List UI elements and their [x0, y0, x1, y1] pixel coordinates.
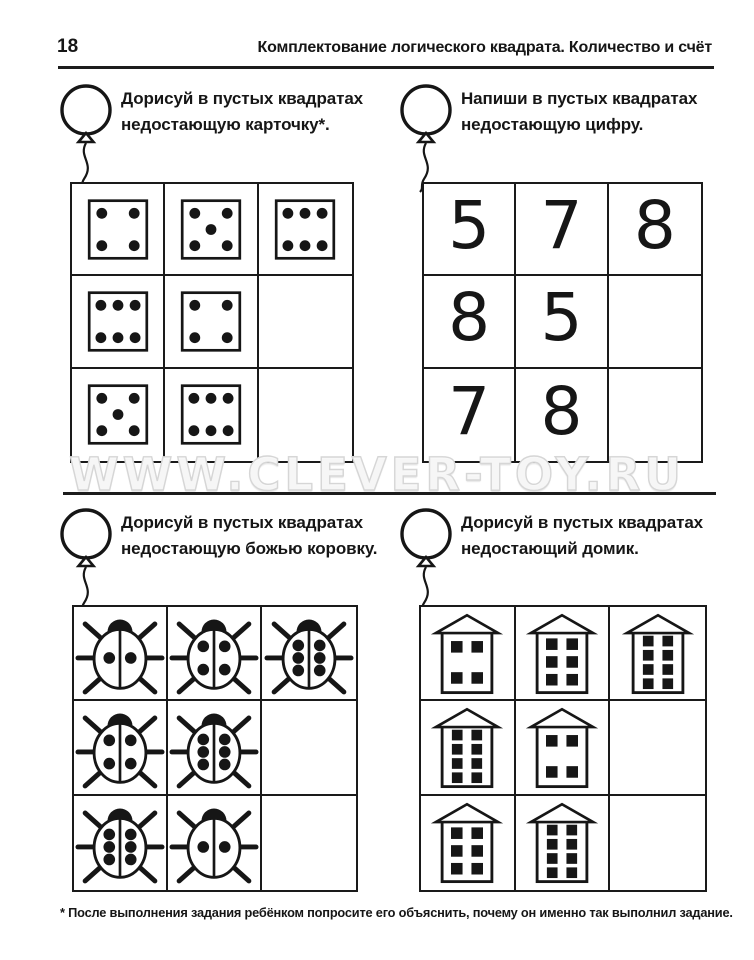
digit-cell: 8	[424, 276, 516, 368]
house	[427, 703, 507, 792]
footnote: * После выполнения задания ребёнком попросите его объяснить, почему он именно так выполнил задание.	[60, 905, 733, 920]
ladybug	[169, 607, 259, 700]
ladybug-cell	[262, 607, 356, 701]
house-cell	[421, 607, 516, 701]
dot-card	[86, 198, 150, 261]
digit-cell: 5	[424, 184, 516, 276]
house	[522, 798, 602, 887]
house	[618, 609, 698, 698]
dot-card-cell	[165, 369, 258, 461]
balloon-icon	[58, 82, 116, 194]
ladybug	[75, 796, 165, 889]
empty-answer-cell[interactable]	[610, 701, 705, 795]
house	[427, 798, 507, 887]
digit-grid	[422, 182, 703, 463]
ladybug	[264, 607, 354, 700]
house	[522, 703, 602, 792]
balloon-icon	[398, 506, 456, 618]
empty-answer-cell[interactable]	[262, 796, 356, 890]
empty-answer-cell[interactable]	[609, 276, 701, 368]
empty-answer-cell[interactable]	[609, 369, 701, 461]
dot-card-cell	[165, 276, 258, 368]
ladybug	[169, 796, 259, 889]
empty-answer-cell[interactable]	[610, 796, 705, 890]
digit-cell: 8	[516, 369, 608, 461]
dot-card-grid	[70, 182, 354, 463]
ladybug-cell	[168, 796, 262, 890]
house-cell	[421, 701, 516, 795]
instruction-line: Дорисуй в пустых квадратах	[121, 513, 364, 532]
header-rule	[58, 66, 714, 69]
house-cell	[516, 796, 611, 890]
watermark: WWW.CLEVER-TOY.RU	[69, 448, 685, 501]
instruction-line: Дорисуй в пустых квадратах	[461, 513, 704, 532]
ladybug	[169, 701, 259, 794]
instruction-line: недостающую божью коровку.	[121, 539, 378, 558]
digit-cell: 7	[516, 184, 608, 276]
balloon-icon	[58, 506, 116, 618]
instruction-line: недостающую цифру.	[461, 115, 644, 134]
ladybug-cell	[74, 796, 168, 890]
digit-cell: 7	[424, 369, 516, 461]
instruction-dot-cards	[121, 86, 393, 138]
house-cell	[421, 796, 516, 890]
ladybug	[75, 701, 165, 794]
empty-answer-cell[interactable]	[262, 701, 356, 795]
ladybug-cell	[168, 701, 262, 795]
house-cell	[516, 701, 611, 795]
dot-card	[86, 383, 150, 446]
instruction-digits	[461, 86, 733, 138]
page-title: Комплектование логического квадрата. Количество и счёт	[257, 39, 712, 56]
ladybug-cell	[168, 607, 262, 701]
dot-card-cell	[72, 276, 165, 368]
house-cell	[516, 607, 611, 701]
balloon-icon	[398, 82, 456, 194]
page-number: 18	[57, 36, 79, 57]
dot-card	[179, 290, 243, 353]
instruction-houses	[461, 510, 733, 562]
dot-card-cell	[259, 184, 352, 276]
ladybug-cell	[74, 607, 168, 701]
section-divider	[63, 492, 716, 495]
house	[522, 609, 602, 698]
dot-card	[86, 290, 150, 353]
ladybug-cell	[74, 701, 168, 795]
house	[427, 609, 507, 698]
dot-card	[179, 198, 243, 261]
dot-card-cell	[72, 369, 165, 461]
instruction-line: Дорисуй в пустых квадратах	[121, 89, 364, 108]
instruction-line: Напиши в пустых квадратах	[461, 89, 698, 108]
dot-card-cell	[165, 184, 258, 276]
instruction-line: недостающий домик.	[461, 539, 639, 558]
house-cell	[610, 607, 705, 701]
instruction-ladybugs	[121, 510, 393, 562]
dot-card-cell	[72, 184, 165, 276]
digit-cell: 8	[609, 184, 701, 276]
empty-answer-cell[interactable]	[259, 276, 352, 368]
ladybug-grid	[72, 605, 358, 892]
digit-cell: 5	[516, 276, 608, 368]
dot-card	[179, 383, 243, 446]
ladybug	[75, 607, 165, 700]
instruction-line: недостающую карточку*.	[121, 115, 330, 134]
house-grid	[419, 605, 707, 892]
empty-answer-cell[interactable]	[259, 369, 352, 461]
dot-card	[273, 198, 337, 261]
